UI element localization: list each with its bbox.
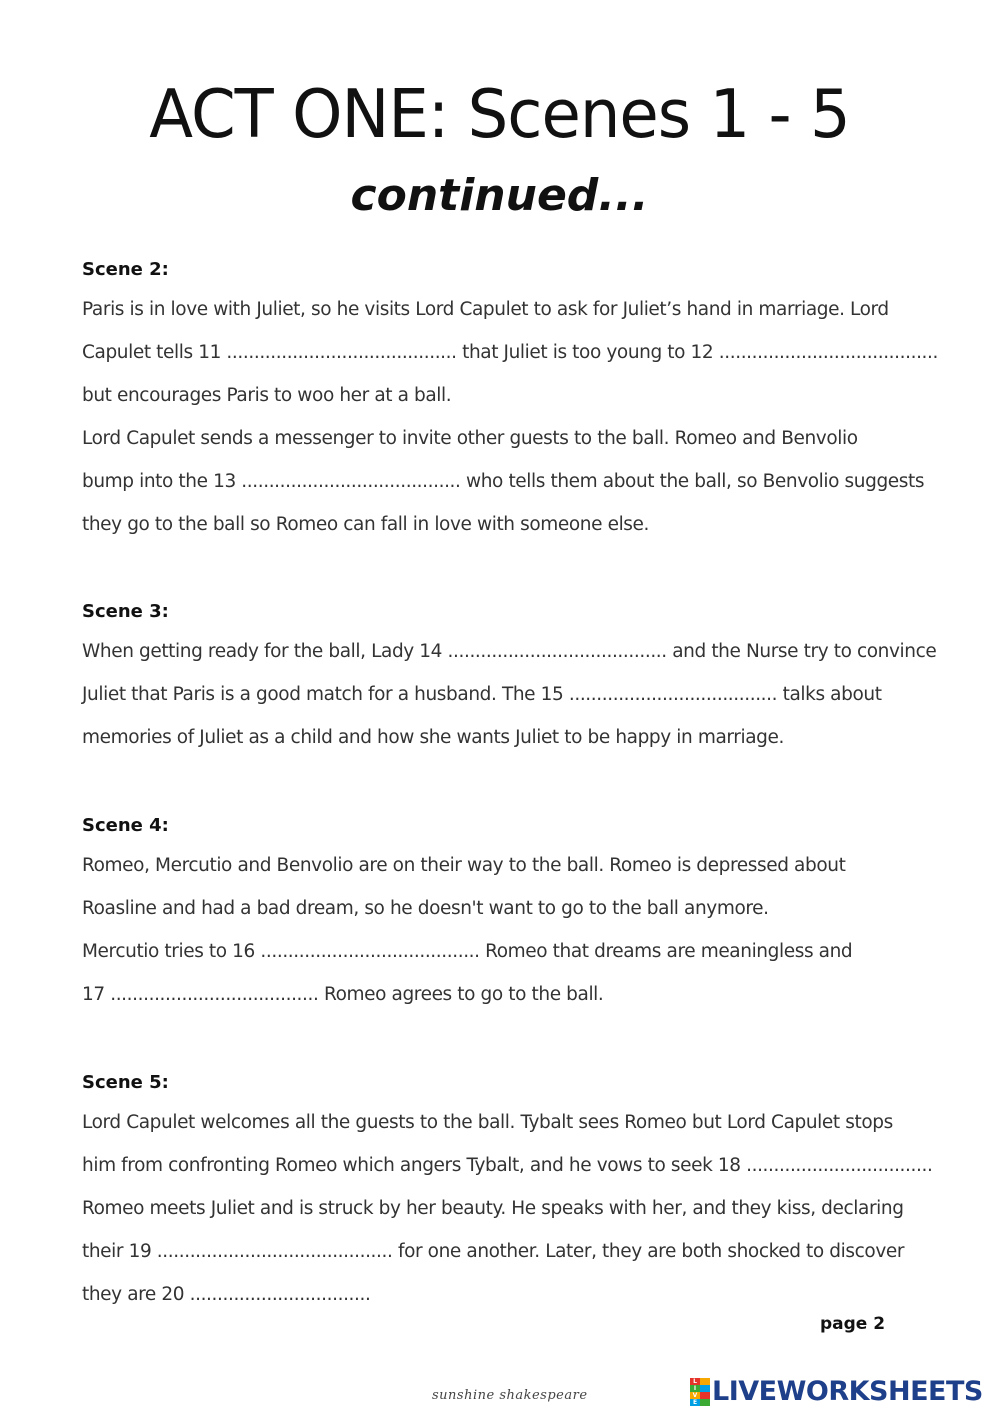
logo-block-e: E bbox=[690, 1399, 700, 1406]
logo-block-blank bbox=[700, 1399, 710, 1406]
page-number: page 2 bbox=[820, 1314, 886, 1334]
liveworksheets-wordmark: LIVEWORKSHEETS bbox=[712, 1376, 983, 1407]
text-line-blank-19: their 19 ........................................... for one another. Later, they are both shocked to discover bbox=[82, 1241, 905, 1262]
scene-heading: Scene 4: bbox=[82, 815, 169, 836]
scene-heading: Scene 3: bbox=[82, 601, 169, 622]
text-line-blank-20: they are 20 ................................. bbox=[82, 1284, 371, 1305]
text-line-blank-17: 17 ...................................... Romeo agrees to go to the ball. bbox=[82, 984, 604, 1005]
logo-block-blank bbox=[700, 1385, 710, 1392]
scene-3-section bbox=[82, 600, 937, 769]
text-line: Paris is in love with Juliet, so he visits Lord Capulet to ask for Juliet’s hand in marriage. Lord bbox=[82, 299, 889, 320]
logo-block-i: I bbox=[690, 1385, 700, 1392]
text-line-blank-14: When getting ready for the ball, Lady 14 ........................................ and the Nurse try to convince bbox=[82, 641, 937, 662]
text-line: Lord Capulet welcomes all the guests to the ball. Tybalt sees Romeo but Lord Capulet stops bbox=[82, 1112, 893, 1133]
logo-block-blank bbox=[700, 1378, 710, 1385]
text-line-blanks-11-12: Capulet tells 11 .......................................... that Juliet is too young to 12 ........................................ bbox=[82, 342, 938, 363]
text-line: Romeo meets Juliet and is struck by her beauty. He speaks with her, and they kiss, declaring bbox=[82, 1198, 904, 1219]
text-line: they go to the ball so Romeo can fall in love with someone else. bbox=[82, 514, 650, 535]
author-signature: sunshine shakespeare bbox=[432, 1388, 588, 1403]
text-line-blank-15: Juliet that Paris is a good match for a husband. The 15 ...................................... talks about bbox=[82, 684, 882, 705]
logo-block-v: V bbox=[690, 1392, 700, 1399]
text-line-blank-13: bump into the 13 ........................................ who tells them about the ball, so Benvolio suggests bbox=[82, 471, 925, 492]
text-line: Romeo, Mercutio and Benvolio are on their way to the ball. Romeo is depressed about bbox=[82, 855, 846, 876]
page-subtitle: continued... bbox=[350, 170, 649, 221]
text-line: Roasline and had a bad dream, so he doesn't want to go to the ball anymore. bbox=[82, 898, 769, 919]
text-line-blank-18: him from confronting Romeo which angers Tybalt, and he vows to seek 18 .................................. bbox=[82, 1155, 933, 1176]
scene-heading: Scene 2: bbox=[82, 259, 169, 280]
text-line: but encourages Paris to woo her at a ball. bbox=[82, 385, 452, 406]
scene-4-section bbox=[82, 814, 922, 1026]
logo-block-blank bbox=[700, 1392, 710, 1399]
scene-2-section bbox=[82, 258, 938, 556]
text-line-blank-16: Mercutio tries to 16 ........................................ Romeo that dreams are meaningless and bbox=[82, 941, 853, 962]
scene-heading: Scene 5: bbox=[82, 1072, 169, 1093]
text-line: Lord Capulet sends a messenger to invite other guests to the ball. Romeo and Benvolio bbox=[82, 428, 858, 449]
logo-block-l: L bbox=[690, 1378, 700, 1385]
text-line: memories of Juliet as a child and how she wants Juliet to be happy in marriage. bbox=[82, 727, 784, 748]
scene-5-section bbox=[82, 1071, 933, 1326]
liveworksheets-logo[interactable] bbox=[690, 1376, 983, 1407]
page-title: ACT ONE: Scenes 1 - 5 bbox=[149, 76, 850, 154]
liveworksheets-icon bbox=[690, 1378, 710, 1406]
